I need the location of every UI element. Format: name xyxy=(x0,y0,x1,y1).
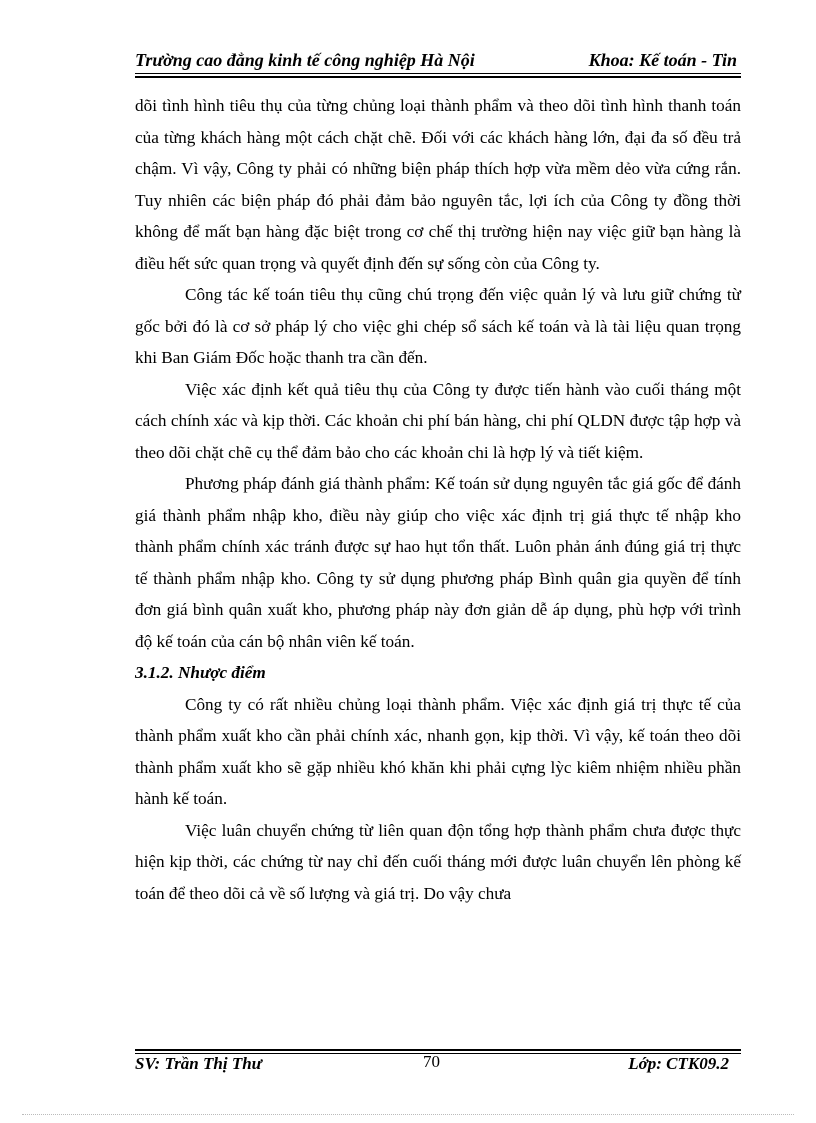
page-footer xyxy=(135,1054,741,1082)
header-school-name: Trường cao đẳng kinh tế công nghiệp Hà Nội xyxy=(135,50,475,70)
page-edge-divider xyxy=(22,1114,794,1115)
footer-class: Lớp: CTK09.2 xyxy=(628,1054,729,1073)
page-body xyxy=(135,90,741,909)
paragraph-valuation-method: Phương pháp đánh giá thành phẩm: Kế toán sử dụng nguyên tắc giá gốc để đánh giá thành phẩm nhập kho, điều này giúp cho việc xác định trị giá thực tế nhập kho thành phẩm chính xác tránh được sự hao hụt tổn thất. Luôn phản ánh đúng giá trị thực tế thành phẩm nhập kho. Công ty sử dụng phương pháp Bình quân gia quyền để tính đơn giá bình quân xuất kho, phương pháp này đơn giản dễ áp dụng, phù hợp với trình độ kế toán của cán bộ nhân viên kế toán. xyxy=(135,474,741,651)
footer-rule-thick xyxy=(135,1049,741,1051)
page-number: 70 xyxy=(423,1052,440,1071)
header-rule-thick xyxy=(135,76,741,78)
footer-student-name: SV: Trần Thị Thư xyxy=(135,1054,262,1073)
paragraph-weakness-1: Công ty có rất nhiều chủng loại thành phẩm. Việc xác định giá trị thực tế của thành phẩm xuất kho cần phải chính xác, nhanh gọn, kịp thời. Vì vậy, kế toán theo dõi thành phẩm xuất kho sẽ gặp nhiều khó khăn khi phải cựng lỳc kiêm nhiệm nhiều phần hành kế toán. xyxy=(135,694,741,808)
header-faculty: Khoa: Kế toán - Tin xyxy=(588,50,737,70)
page-header xyxy=(135,46,741,74)
header-rule xyxy=(135,73,741,74)
paragraph-sales-result: Việc xác định kết quả tiêu thụ của Công ty được tiến hành vào cuối tháng một cách chính xác và kịp thời. Các khoản chi phí bán hàng, chi phí QLDN được tập hợp và theo dõi chặt chẽ cụ thể đảm bảo cho các khoản chi là hợp lý và tiết kiệm. xyxy=(135,379,741,462)
section-heading: 3.1.2. Nhược điểm xyxy=(135,663,266,682)
paragraph-document-storage: Công tác kế toán tiêu thụ cũng chú trọng đến việc quản lý và lưu giữ chứng từ gốc bởi đó là cơ sở pháp lý cho việc ghi chép sổ sách kế toán và là tài liệu quan trọng khi Ban Giám Đốc hoặc thanh tra cần đến. xyxy=(135,285,741,367)
paragraph-weakness-2: Việc luân chuyển chứng từ liên quan độn tổng hợp thành phẩm chưa được thực hiện kịp thời, các chứng từ nay chỉ đến cuối tháng mới được luân chuyển lên phòng kế toán để theo dõi cả về số lượng và giá trị. Do vậy chưa xyxy=(135,820,741,903)
paragraph-continuation: dõi tình hình tiêu thụ của từng chủng loại thành phẩm và theo dõi tình hình thanh toán của từng khách hàng một cách chặt chẽ. Đối với các khách hàng lớn, đại đa số đều trả chậm. Vì vậy, Công ty phải có những biện pháp thích hợp vừa mềm dẻo vừa cứng rắn. Tuy nhiên các biện pháp đó phải đảm bảo nguyên tắc, lợi ích của Công ty đồng thời không để mất bạn hàng đặc biệt trong cơ chế thị trường hiện nay việc giữ bạn hàng là điều hết sức quan trọng và quyết định đến sự sống còn của Công ty. xyxy=(135,96,741,273)
